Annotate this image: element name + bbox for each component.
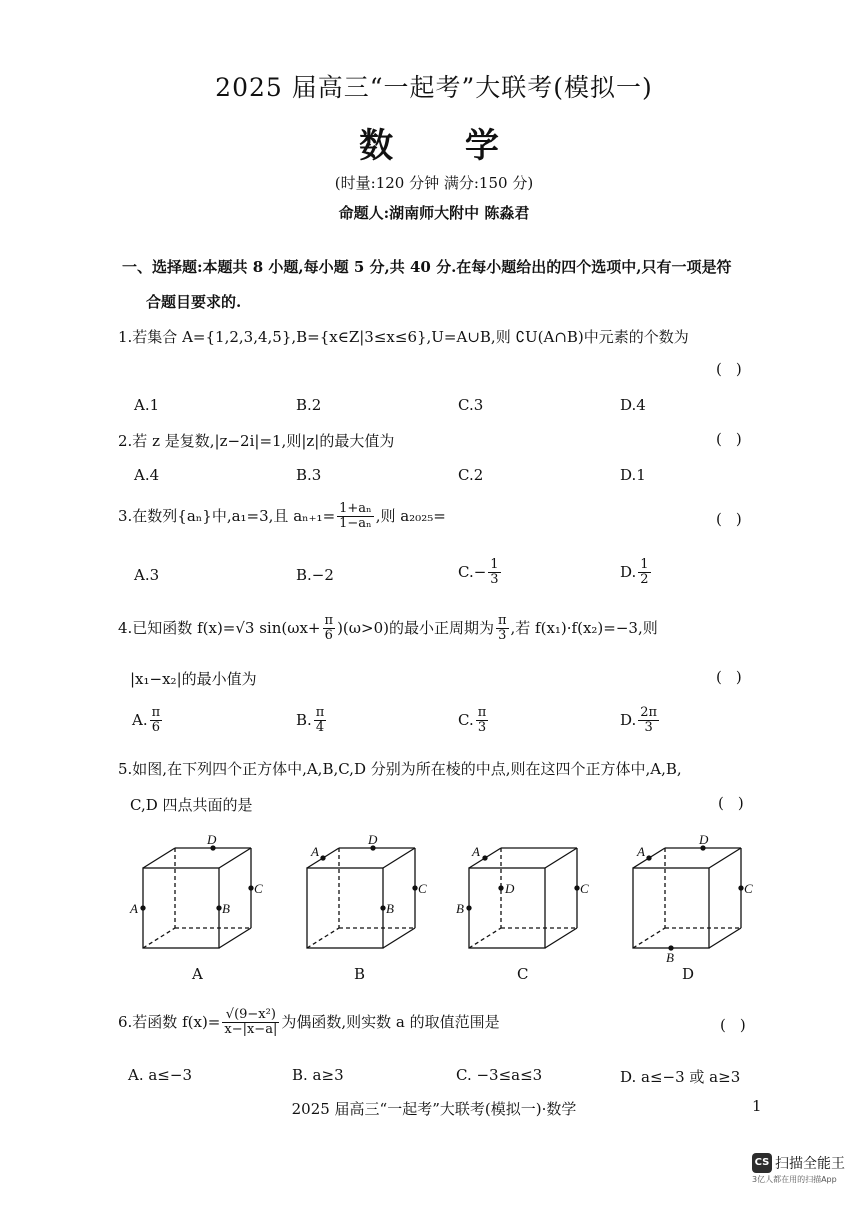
point-c-marker [249, 886, 253, 890]
cube-figure-a [141, 846, 253, 948]
scanner-badge [752, 1152, 845, 1184]
point-d-marker [499, 886, 503, 890]
question-3-text [118, 502, 446, 532]
point-c-marker [739, 886, 743, 890]
point-label-a: A [472, 844, 480, 859]
point-label-d: D [207, 832, 217, 847]
fraction-numerator: 1 [490, 557, 499, 572]
option-label: A. [132, 710, 148, 729]
point-label-c: C [418, 881, 427, 896]
section-intro-line2: 合题目要求的. [146, 293, 242, 311]
fraction-numerator: 1 [640, 557, 649, 572]
fraction-denominator: 3 [490, 572, 499, 588]
question-1-text: 1.若集合 A={1,2,3,4,5},B={x∈Z|3≤x≤6},U=A∪B,则 ∁U(A∩B)中元素的个数为 [118, 328, 689, 346]
point-label-c: C [580, 881, 589, 896]
figure-label-d: D [682, 965, 695, 983]
cube-figure-d [633, 846, 743, 950]
question-3-text-a: 3.在数列{aₙ}中,a₁=3,且 aₙ₊₁= [118, 506, 336, 525]
option-label: C.− [458, 562, 487, 581]
subject-title: 数 学 [359, 126, 529, 166]
question-6-answer-paren: () [720, 1016, 760, 1034]
point-c-marker [575, 886, 579, 890]
point-c-marker [413, 886, 417, 890]
option-fraction [476, 706, 489, 736]
fraction-numerator: 1+aₙ [339, 501, 372, 516]
question-2-option-c: C.2 [458, 466, 484, 484]
question-6-option-b: B. a≥3 [292, 1066, 344, 1084]
question-2-answer-paren: () [716, 430, 756, 448]
point-label-a: A [311, 844, 319, 859]
point-label-b: B [386, 901, 394, 916]
question-1-option-a: A.1 [134, 396, 160, 414]
fraction-denominator: 3 [644, 720, 653, 736]
point-label-d: D [505, 881, 515, 896]
cube-figure-b [307, 846, 417, 948]
question-6-option-c: C. −3≤a≤3 [456, 1066, 543, 1084]
question-4-option-a [132, 706, 164, 736]
question-5-answer-paren: () [718, 794, 758, 812]
point-a-marker [321, 856, 325, 860]
question-4-text-b: )(ω>0)的最小正周期为 [337, 618, 494, 637]
cube-front-face [143, 868, 219, 948]
scanner-app-name: 扫描全能王 [775, 1155, 845, 1172]
option-fraction [638, 706, 659, 736]
question-1-option-d: D.4 [620, 396, 646, 414]
cube-figure-c [467, 848, 579, 948]
option-fraction [314, 706, 327, 736]
point-a-marker [647, 856, 651, 860]
fraction-denominator: 6 [151, 720, 161, 736]
page-footer: 2025 届高三“一起考”大联考(模拟一)·数学 [291, 1100, 577, 1118]
question-6-option-a: A. a≤−3 [128, 1066, 192, 1084]
option-label: D. [620, 710, 637, 729]
point-b-marker [381, 906, 385, 910]
question-4-line2: |x₁−x₂|的最小值为 [130, 670, 257, 688]
fraction-denominator: 6 [324, 628, 333, 644]
option-label: B. [296, 710, 312, 729]
point-label-b: B [222, 901, 230, 916]
figure-label-b: B [354, 965, 366, 983]
cube-front-face [633, 868, 709, 948]
point-label-d: D [699, 832, 709, 847]
question-6-text [118, 1008, 500, 1038]
question-1-answer-paren: () [716, 360, 756, 378]
question-3-option-c [458, 558, 503, 588]
question-2-text: 2.若 z 是复数,|z−2i|=1,则|z|的最大值为 [118, 432, 395, 450]
question-3-option-a: A.3 [134, 566, 160, 584]
point-b-marker [467, 906, 471, 910]
fraction-numerator: π [497, 613, 507, 628]
fraction-denominator: 1−aₙ [339, 516, 372, 532]
question-3-option-b: B.−2 [296, 566, 334, 584]
figure-label-a: A [192, 965, 203, 983]
fraction-numerator: π [315, 705, 325, 720]
question-3-fraction [337, 502, 374, 532]
question-6-text-b: 为偶函数,则实数 a 的取值范围是 [281, 1012, 500, 1031]
fraction-numerator: π [477, 705, 487, 720]
question-3-text-b: ,则 a₂₀₂₅= [375, 506, 446, 525]
question-2-option-b: B.3 [296, 466, 322, 484]
point-label-d: D [368, 832, 378, 847]
question-4-option-d [620, 706, 661, 736]
camscanner-logo-icon: CS [752, 1153, 772, 1173]
point-label-b: B [666, 950, 674, 965]
question-6-text-a: 6.若函数 f(x)= [118, 1012, 221, 1031]
point-label-c: C [744, 881, 753, 896]
point-a-marker [483, 856, 487, 860]
question-2-option-d: D.1 [620, 466, 646, 484]
author-line: 命题人:湖南师大附中 陈淼君 [338, 204, 530, 222]
exam-title: 2025 届高三“一起考”大联考(模拟一) [215, 73, 653, 102]
point-label-b: B [456, 901, 464, 916]
question-4-fraction-1 [323, 614, 336, 644]
option-label: C. [458, 710, 474, 729]
fraction-denominator: x−|x−a| [224, 1022, 278, 1038]
question-3-option-d [620, 558, 653, 588]
fraction-denominator: 3 [477, 720, 487, 736]
question-1-option-b: B.2 [296, 396, 322, 414]
fraction-numerator: 2π [640, 705, 658, 720]
option-c-fraction [488, 558, 500, 588]
fraction-denominator: 3 [498, 628, 507, 644]
question-4-option-b [296, 706, 328, 736]
point-label-a: A [637, 844, 645, 859]
fraction-numerator: √(9−x²) [222, 1008, 279, 1023]
fraction-denominator: 4 [315, 720, 325, 736]
question-3-answer-paren: () [716, 510, 756, 528]
question-5-line2: C,D 四点共面的是 [130, 796, 253, 814]
question-5-line1: 5.如图,在下列四个正方体中,A,B,C,D 分别为所在棱的中点,则在这四个正方体中,A,B, [118, 760, 682, 778]
point-label-c: C [254, 881, 263, 896]
cube-front-face [307, 868, 383, 948]
time-info: (时量:120 分钟 满分:150 分) [334, 174, 534, 192]
question-1-option-c: C.3 [458, 396, 484, 414]
question-4-fraction-2 [496, 614, 509, 644]
cube-front-face [469, 868, 545, 948]
question-4-text-c: ,若 f(x₁)·f(x₂)=−3,则 [510, 618, 658, 637]
option-fraction [150, 706, 163, 736]
option-d-fraction [638, 558, 650, 588]
fraction-numerator: π [151, 705, 161, 720]
option-label: D. [620, 562, 637, 581]
point-a-marker [141, 906, 145, 910]
page-number: 1 [752, 1097, 762, 1115]
cube-figures [118, 828, 768, 988]
fraction-numerator: π [324, 613, 334, 628]
scanner-app-slogan: 3亿人都在用的扫描App [752, 1175, 837, 1184]
question-4-answer-paren: () [716, 668, 756, 686]
point-b-marker [217, 906, 221, 910]
section-intro-line1: 一、选择题:本题共 8 小题,每小题 5 分,共 40 分.在每小题给出的四个选项中,只有一项是符 [122, 258, 732, 276]
question-4-option-c [458, 706, 490, 736]
figure-label-c: C [517, 965, 529, 983]
question-2-option-a: A.4 [134, 466, 160, 484]
question-6-fraction [222, 1008, 279, 1038]
question-4-text [118, 614, 658, 644]
point-label-a: A [130, 901, 138, 916]
question-4-text-a: 4.已知函数 f(x)=√3 sin(ωx+ [118, 618, 321, 637]
fraction-denominator: 2 [640, 572, 649, 588]
question-6-option-d: D. a≤−3 或 a≥3 [620, 1068, 741, 1086]
